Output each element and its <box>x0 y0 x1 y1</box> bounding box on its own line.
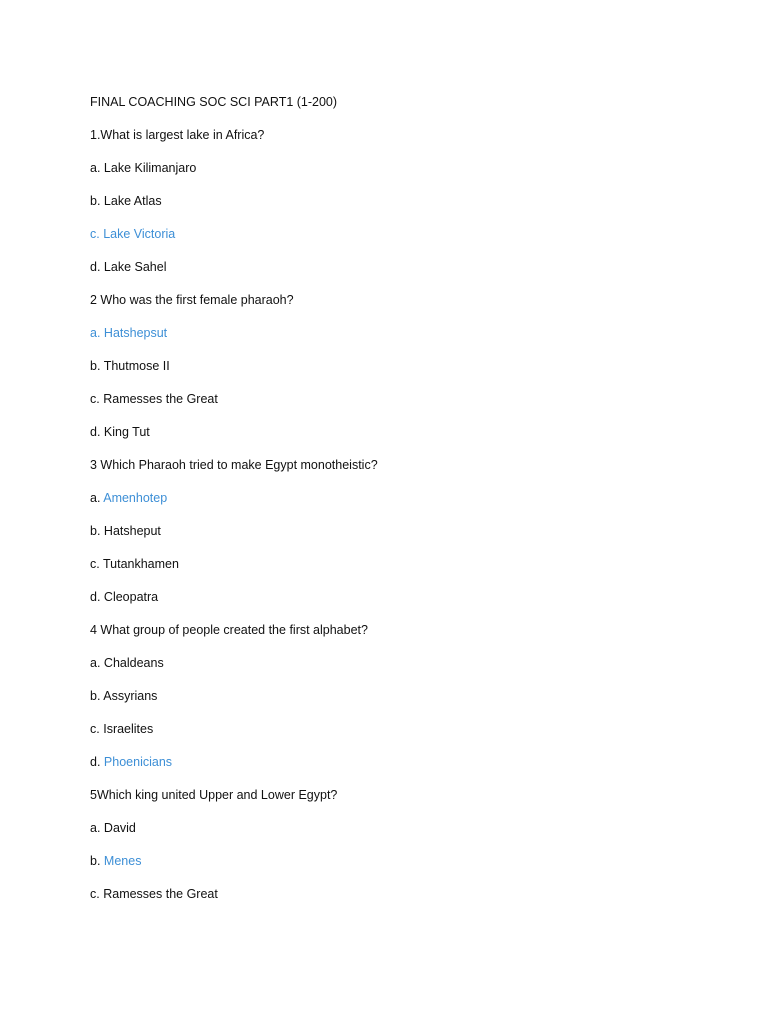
option-text: Lake Victoria <box>103 227 176 241</box>
option-letter: a. <box>90 821 101 835</box>
option-letter: b. <box>90 194 101 208</box>
option-letter: a. <box>90 656 101 670</box>
question-3-option-b <box>90 522 730 555</box>
option-letter: a. <box>90 326 101 340</box>
option-letter: c. <box>90 392 100 406</box>
option-letter: a. <box>90 491 101 505</box>
option-text: Ramesses the Great <box>103 887 218 901</box>
option-text: Lake Kilimanjaro <box>103 161 197 175</box>
option-letter: b. <box>90 854 101 868</box>
option-text: Phoenicians <box>103 755 173 769</box>
question-2-option-d <box>90 423 730 456</box>
option-text: King Tut <box>103 425 150 439</box>
option-letter: c. <box>90 722 100 736</box>
option-text: Amenhotep <box>103 491 168 505</box>
option-text: Chaldeans <box>103 656 164 670</box>
option-text: Cleopatra <box>103 590 159 604</box>
question-1-option-c-answer <box>90 225 730 258</box>
option-letter: b. <box>90 689 101 703</box>
question-4-option-c <box>90 720 730 753</box>
question-5-text: 5Which king united Upper and Lower Egypt? <box>90 788 338 802</box>
option-text: Hatshepsut <box>103 326 168 340</box>
option-letter: c. <box>90 557 100 571</box>
option-text: Ramesses the Great <box>103 392 218 406</box>
option-text: Lake Atlas <box>103 194 162 208</box>
option-letter: b. <box>90 359 101 373</box>
option-text: David <box>103 821 136 835</box>
question-1-option-d <box>90 258 730 291</box>
option-letter: d. <box>90 260 101 274</box>
question-4-text: 4 What group of people created the first alphabet? <box>90 623 368 637</box>
document-content <box>90 93 730 918</box>
question-5-option-a <box>90 819 730 852</box>
question-4-option-a <box>90 654 730 687</box>
option-letter: c. <box>90 887 100 901</box>
document-title: FINAL COACHING SOC SCI PART1 (1-200) <box>90 95 338 109</box>
option-text: Hatsheput <box>103 524 161 538</box>
option-text: Lake Sahel <box>103 260 167 274</box>
question-1-option-b <box>90 192 730 225</box>
question-3-option-a-answer <box>90 489 730 522</box>
option-letter: d. <box>90 590 101 604</box>
question-1-option-a <box>90 159 730 192</box>
option-letter: d. <box>90 755 101 769</box>
question-3-option-c <box>90 555 730 588</box>
question-2-text: 2 Who was the first female pharaoh? <box>90 293 294 307</box>
option-text: Assyrians <box>103 689 158 703</box>
question-2-option-c <box>90 390 730 423</box>
question-1-text: 1.What is largest lake in Africa? <box>90 128 265 142</box>
option-letter: b. <box>90 524 101 538</box>
question-5-option-b-answer <box>90 852 730 885</box>
question-4-option-b <box>90 687 730 720</box>
question-5-option-c <box>90 885 730 918</box>
option-letter: a. <box>90 161 101 175</box>
question-2-option-a-answer <box>90 324 730 357</box>
option-text: Thutmose II <box>103 359 170 373</box>
option-text: Israelites <box>103 722 154 736</box>
question-3-option-d <box>90 588 730 621</box>
option-text: Menes <box>103 854 142 868</box>
question-2-option-b <box>90 357 730 390</box>
option-letter: c. <box>90 227 100 241</box>
question-4-option-d-answer <box>90 753 730 786</box>
option-text: Tutankhamen <box>102 557 179 571</box>
option-letter: d. <box>90 425 101 439</box>
question-3-text: 3 Which Pharaoh tried to make Egypt monotheistic? <box>90 458 378 472</box>
